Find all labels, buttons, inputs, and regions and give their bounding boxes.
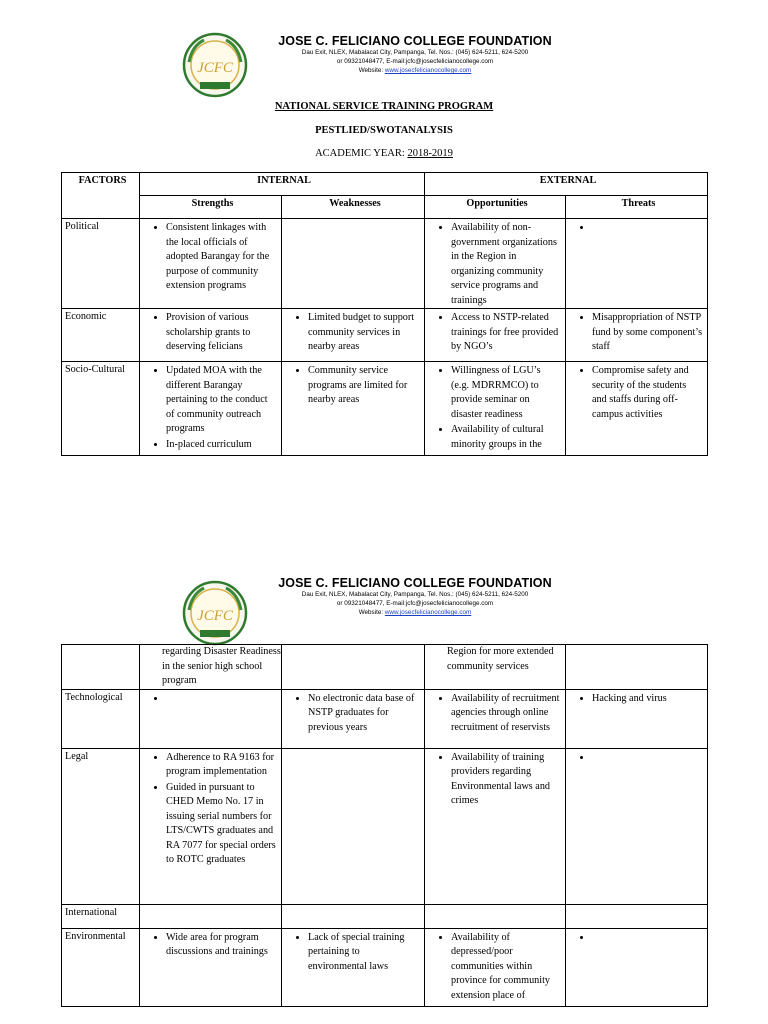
table-row: [62, 219, 708, 309]
letterhead: [0, 0, 768, 95]
table-row: [62, 689, 708, 748]
list-item: • Limited budget to support community services in nearby areas: [308, 310, 420, 355]
table-row: [62, 928, 708, 1006]
table-row: [62, 309, 708, 362]
list-item: • Guided in pursuant to CHED Memo No. 17 in issuing serial numbers for LTS/CWTS graduates and RA 7077 for special orders to ROTC graduates: [166, 780, 277, 868]
factor-environmental: Environmental: [62, 928, 140, 1006]
header-factors: FACTORS: [62, 173, 140, 219]
list-item: • Access to NSTP-related trainings for free provided by NGO’s: [451, 310, 561, 355]
list-item: • Lack of special training pertaining to environmental laws: [308, 930, 420, 975]
academic-year-value: 2018-2019: [407, 148, 453, 159]
website-label: Website:: [358, 67, 384, 74]
swot-table-page-2: [61, 644, 708, 1007]
factor-socio-cultural: Socio-Cultural: [62, 362, 140, 456]
swot-table-page-1: [61, 172, 708, 456]
website-label: Website:: [358, 609, 384, 616]
analysis-title: PESTLIED/SWOTANALYSIS: [315, 125, 453, 136]
academic-year: [0, 148, 768, 159]
college-contact: or 09321048477, E-mail:jcfc@josecfelicianocollege.com: [336, 58, 494, 65]
list-item: [592, 930, 703, 946]
document-page-2: [0, 570, 768, 1024]
list-item: • Availability of cultural minority groups in the: [451, 422, 561, 452]
list-item: • Availability of depressed/poor communities within province for community extension place of: [451, 930, 561, 1004]
list-item: • Availability of training providers regarding Environmental laws and crimes: [451, 750, 561, 809]
list-item: [592, 220, 703, 236]
factor-international: International: [62, 904, 140, 928]
list-item: • Updated MOA with the different Barangay pertaining to the conduct of community outreach programs: [166, 363, 277, 437]
list-item: • Provision of various scholarship grants to deserving felicians: [166, 310, 277, 355]
college-address: Dau Exit, NLEX, Mabalacat City, Pampanga, Tel. Nos.: (045) 624-5211, 624-5200: [301, 49, 529, 56]
website-link[interactable]: www.josecfelicianocollege.com: [384, 67, 472, 74]
list-item: • Availability of recruitment agencies through online recruitment of reservists: [451, 691, 561, 736]
header-internal: INTERNAL: [140, 173, 425, 196]
list-item: [166, 691, 277, 707]
list-item: [592, 750, 703, 766]
college-name: JOSE C. FELICIANO COLLEGE FOUNDATION: [278, 34, 552, 48]
continued-opportunities: Region for more extended community services: [447, 646, 554, 672]
logo-monogram: JCFC: [197, 60, 233, 76]
factor-economic: Economic: [62, 309, 140, 362]
list-item: • Wide area for program discussions and trainings: [166, 930, 277, 960]
list-item: • No electronic data base of NSTP graduates for previous years: [308, 691, 420, 736]
header-opportunities: Opportunities: [425, 196, 566, 219]
college-contact: or 09321048477, E-mail:jcfc@josecfelicianocollege.com: [336, 600, 494, 607]
list-item: • Compromise safety and security of the students and staffs during off-campus activities: [592, 363, 703, 422]
college-name: JOSE C. FELICIANO COLLEGE FOUNDATION: [278, 576, 552, 590]
website-link[interactable]: www.josecfelicianocollege.com: [384, 609, 472, 616]
table-row: [62, 362, 708, 456]
header-threats: Threats: [566, 196, 708, 219]
list-item: • Adherence to RA 9163 for program implementation: [166, 750, 277, 780]
factor-technological: Technological: [62, 689, 140, 748]
header-strengths: Strengths: [140, 196, 282, 219]
academic-year-label: ACADEMIC YEAR:: [315, 148, 405, 159]
list-item: • In-placed curriculum: [166, 437, 277, 453]
college-seal-logo: [180, 32, 250, 98]
college-seal-logo: [180, 580, 250, 646]
list-item: • Consistent linkages with the local officials of adopted Barangay for the purpose of community extension programs: [166, 220, 277, 294]
list-item: • Community service programs are limited for nearby areas: [308, 363, 420, 408]
program-title: NATIONAL SERVICE TRAINING PROGRAM: [274, 101, 494, 112]
header-external: EXTERNAL: [425, 173, 708, 196]
document-page-1: [0, 0, 768, 470]
table-row: [62, 645, 708, 690]
table-row: [62, 748, 708, 904]
continued-strengths: regarding Disaster Readiness in the senior high school program: [162, 646, 281, 686]
header-weaknesses: Weaknesses: [282, 196, 425, 219]
logo-monogram: JCFC: [197, 608, 233, 624]
college-address: Dau Exit, NLEX, Mabalacat City, Pampanga, Tel. Nos.: (045) 624-5211, 624-5200: [301, 591, 529, 598]
table-row: [62, 904, 708, 928]
factor-legal: Legal: [62, 748, 140, 904]
list-item: • Hacking and virus: [592, 691, 703, 707]
list-item: • Availability of non-government organizations in the Region in organizing community service programs and trainings: [451, 220, 561, 308]
factor-political: Political: [62, 219, 140, 309]
list-item: • Willingness of LGU’s (e.g. MDRRMCO) to provide seminar on disaster readiness: [451, 363, 561, 422]
list-item: • Misappropriation of NSTP fund by some component’s staff: [592, 310, 703, 355]
